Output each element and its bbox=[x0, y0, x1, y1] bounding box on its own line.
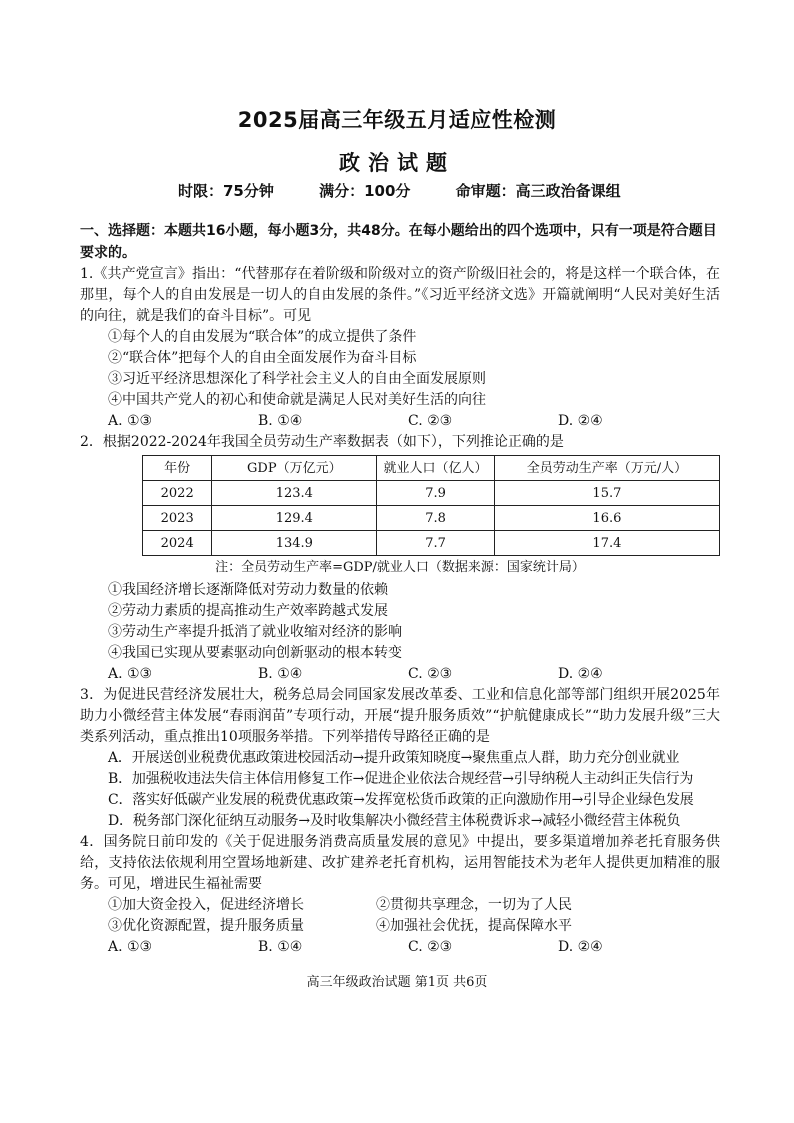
statement-option: ①每个人的自由发展为“联合体”的成立提供了条件 bbox=[108, 329, 417, 345]
question-3 bbox=[80, 685, 720, 832]
choice-d: D. ②④ bbox=[558, 413, 603, 429]
exam-content bbox=[80, 220, 720, 958]
question-1 bbox=[80, 264, 720, 432]
page-footer: 高三年级政治试题 第1页 共6页 bbox=[306, 975, 488, 990]
statement-option: ②“联合体”把每个人的自由全面发展作为奋斗目标 bbox=[108, 350, 417, 366]
statement-option: ④我国已实现从要素驱动向创新驱动的根本转变 bbox=[108, 645, 402, 661]
table-header: 年份 bbox=[143, 456, 212, 481]
question-stem: 3．为促进民营经济发展壮大，税务总局会同国家发展改革委、工业和信息化部等部门组织开展2025年助力小微经营主体发展“春雨润苗”专项行动，开展“提升服务质效”“护航健康成长”“助力发展升级”三大类系列活动，重点推出10项服务举措。下列举措传导路径正确的是 bbox=[80, 687, 720, 745]
table-header: 就业人口（亿人） bbox=[377, 456, 495, 481]
statement-row bbox=[80, 916, 720, 937]
statement-option: ②劳动力素质的提高推动生产效率跨越式发展 bbox=[108, 603, 388, 619]
section-heading: 一、选择题：本题共16小题，每小题3分，共48分。在每小题给出的四个选项中，只有一项是符合题目要求的。 bbox=[80, 223, 717, 261]
table-cell: 15.7 bbox=[494, 481, 719, 506]
choice-a: A. ①③ bbox=[108, 413, 153, 429]
statement-option: ③习近平经济思想深化了科学社会主义人的自由全面发展原则 bbox=[108, 371, 486, 387]
table-cell: 7.8 bbox=[377, 506, 495, 531]
choice-c: C．落实好低碳产业发展的税费优惠政策→发挥宽松货币政策的正向激励作用→引导企业绿色发展 bbox=[108, 792, 694, 808]
choice-a: A. ①③ bbox=[108, 666, 153, 682]
choice-a: A．开展送创业税费优惠政策进校园活动→提升政策知晓度→聚焦重点人群，助力充分创业就业 bbox=[108, 750, 680, 766]
choice-c: C. ②③ bbox=[408, 939, 453, 955]
table-cell: 129.4 bbox=[212, 506, 377, 531]
answer-choices bbox=[80, 664, 720, 685]
answer-choices bbox=[80, 937, 720, 958]
table-cell: 2023 bbox=[143, 506, 212, 531]
table-cell: 134.9 bbox=[212, 531, 377, 556]
exam-meta bbox=[178, 180, 661, 201]
question-4 bbox=[80, 832, 720, 958]
table-cell: 2024 bbox=[143, 531, 212, 556]
choice-b: B. ①④ bbox=[258, 666, 303, 682]
table-row bbox=[143, 481, 720, 506]
statement-option: ③劳动生产率提升抵消了就业收缩对经济的影响 bbox=[108, 624, 402, 640]
table-row bbox=[143, 531, 720, 556]
choice-a: A. ①③ bbox=[108, 939, 153, 955]
time-limit: 时限：75分钟 bbox=[178, 182, 274, 200]
statement-option: ④中国共产党人的初心和使命就是满足人民对美好生活的向往 bbox=[108, 392, 486, 408]
statement-row bbox=[80, 895, 720, 916]
choice-c: C. ②③ bbox=[408, 666, 453, 682]
table-cell: 123.4 bbox=[212, 481, 377, 506]
statement-option: ②贯彻共享理念，一切为了人民 bbox=[376, 897, 572, 913]
question-stem: 4．国务院日前印发的《关于促进服务消费高质量发展的意见》中提出，要多渠道增加养老托育服务供给，支持依法依规利用空置场地新建、改扩建养老托育机构，运用智能技术为老年人提供更加精准的服务。可见，增进民生福祉需要 bbox=[80, 834, 720, 892]
choice-d: D. ②④ bbox=[558, 666, 603, 682]
choice-b: B. ①④ bbox=[258, 413, 303, 429]
table-row bbox=[143, 506, 720, 531]
table-header: GDP（万亿元） bbox=[212, 456, 377, 481]
choice-d: D. ②④ bbox=[558, 939, 603, 955]
question-2 bbox=[80, 432, 720, 685]
table-cell: 7.9 bbox=[377, 481, 495, 506]
statement-option: ④加强社会优抚，提高保障水平 bbox=[376, 918, 572, 934]
table-note: 注：全员劳动生产率=GDP/就业人口（数据来源：国家统计局） bbox=[215, 560, 585, 575]
productivity-table bbox=[142, 455, 720, 556]
table-cell: 16.6 bbox=[494, 506, 719, 531]
choice-c: C. ②③ bbox=[408, 413, 453, 429]
table-header-row bbox=[143, 456, 720, 481]
choice-b: B．加强税收违法失信主体信用修复工作→促进企业依法合规经营→引导纳税人主动纠正失信行为 bbox=[108, 771, 694, 787]
question-stem: 2．根据2022-2024年我国全员劳动生产率数据表（如下），下列推论正确的是 bbox=[80, 434, 564, 450]
table-cell: 7.7 bbox=[377, 531, 495, 556]
exam-title: 2025届高三年级五月适应性检测 bbox=[237, 108, 557, 132]
question-stem: 1.《共产党宣言》指出：“代替那存在着阶级和阶级对立的资产阶级旧社会的，将是这样一个联合体，在那里，每个人的自由发展是一切人的自由发展的条件。”《习近平经济文选》开篇就阐明“人民对美好生活的向往，就是我们的奋斗目标”。可见 bbox=[80, 266, 720, 324]
full-score: 满分：100分 bbox=[319, 182, 411, 200]
answer-choices bbox=[80, 411, 720, 432]
statement-option: ③优化资源配置，提升服务质量 bbox=[108, 918, 304, 934]
table-cell: 2022 bbox=[143, 481, 212, 506]
statement-option: ①我国经济增长逐渐降低对劳动力数量的依赖 bbox=[108, 582, 388, 598]
choice-b: B. ①④ bbox=[258, 939, 303, 955]
exam-author: 命审题：高三政治备课组 bbox=[455, 182, 621, 200]
table-cell: 17.4 bbox=[494, 531, 719, 556]
statement-option: ①加大资金投入，促进经济增长 bbox=[108, 897, 304, 913]
choice-d: D．税务部门深化征纳互动服务→及时收集解决小微经营主体税费诉求→减轻小微经营主体税负 bbox=[108, 813, 681, 829]
exam-subtitle: 政治试题 bbox=[339, 151, 455, 175]
table-header: 全员劳动生产率（万元/人） bbox=[494, 456, 719, 481]
